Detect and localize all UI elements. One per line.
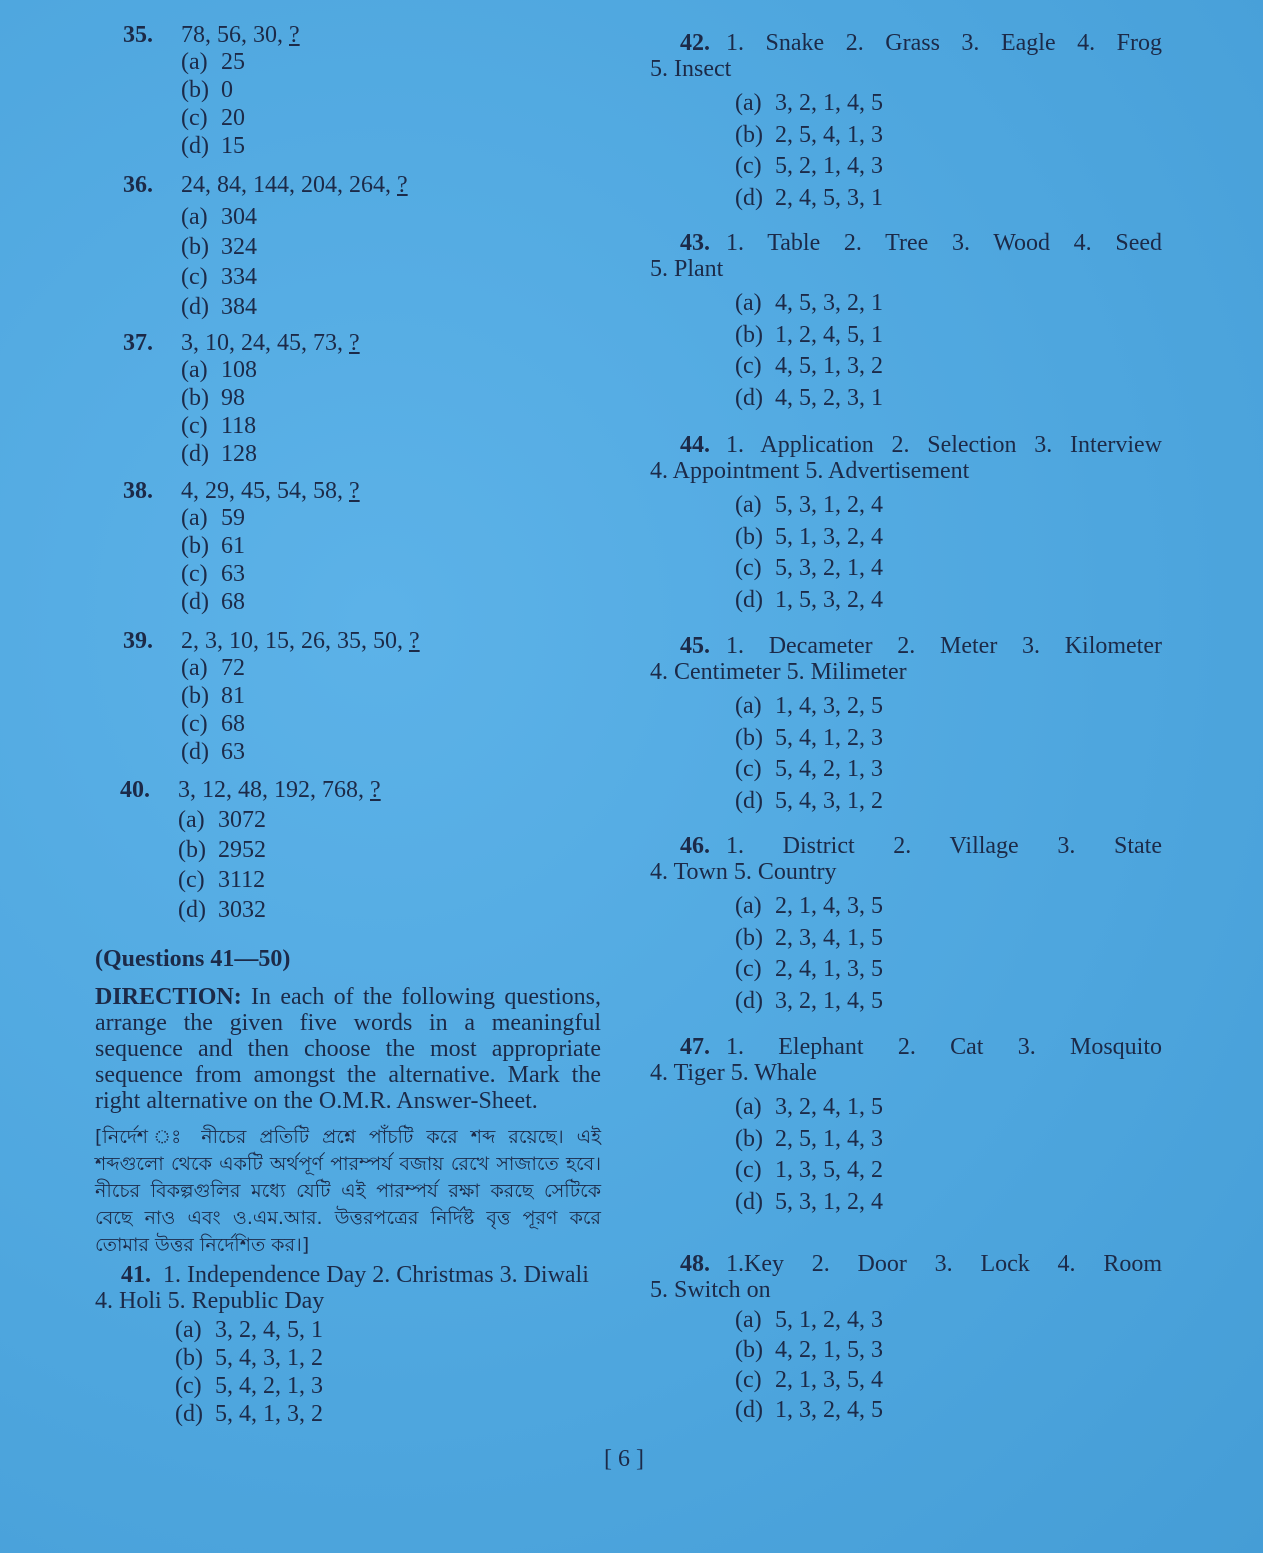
- option-d[interactable]: (d) 2, 4, 5, 3, 1: [735, 184, 883, 211]
- question-number: 35.: [123, 22, 153, 48]
- question-37: [123, 330, 360, 468]
- question-41: [95, 1262, 601, 1428]
- option-c[interactable]: (c) 2, 1, 3, 5, 4: [735, 1367, 883, 1393]
- bengali-direction: [নির্দেশ ঃ নীচের প্রতিটি প্রশ্নে পাঁচটি করে শব্দ রয়েছে। এই শব্দগুলো থেকে একটি অর্থপূর্ণ পারম্পর্য বজায় রেখে সাজাতে হবে। নীচের বিকল্পগুলির মধ্যে যেটি এই পারম্পর্য রক্ষা করছে সেটিকে বেছে নাও এবং ও.এম.আর. উত্তরপত্রের নির্দিষ্ট বৃত্ত পূরণ করে তোমার উত্তর নির্দেশিত কর।]: [95, 1126, 601, 1256]
- question-words-line2: 4. Holi 5. Republic Day: [95, 1288, 325, 1314]
- question-words-line1: 1. Elephant 2. Cat 3. Mosquito: [726, 1034, 1162, 1060]
- option-c[interactable]: (c) 1, 3, 5, 4, 2: [735, 1157, 883, 1183]
- question-words-line2: 4. Appointment 5. Advertisement: [650, 458, 970, 484]
- option-c[interactable]: (c) 118: [181, 413, 257, 439]
- question-words-line1: 1. Table 2. Tree 3. Wood 4. Seed: [726, 230, 1162, 256]
- option-b[interactable]: (b) 5, 4, 3, 1, 2: [175, 1345, 323, 1371]
- question-47: [650, 1034, 1162, 1218]
- question-words-line1: 1. Independence Day 2. Christmas 3. Diwali: [163, 1262, 589, 1288]
- option-d[interactable]: (d) 5, 4, 1, 3, 2: [175, 1401, 323, 1427]
- option-a[interactable]: (a) 5, 1, 2, 4, 3: [735, 1307, 883, 1333]
- question-words-line1: 1. Application 2. Selection 3. Interview: [726, 432, 1162, 458]
- option-b[interactable]: (b) 4, 2, 1, 5, 3: [735, 1337, 883, 1363]
- blank-marker: ?: [349, 330, 360, 356]
- option-a[interactable]: (a) 5, 3, 1, 2, 4: [735, 492, 883, 518]
- blank-marker: ?: [289, 22, 300, 48]
- question-number: 38.: [123, 478, 153, 504]
- question-number: 47.: [680, 1034, 710, 1060]
- option-b[interactable]: (b) 81: [181, 683, 245, 709]
- option-d[interactable]: (d) 3032: [178, 897, 266, 923]
- option-d[interactable]: (d) 1, 3, 2, 4, 5: [735, 1397, 883, 1423]
- question-number: 37.: [123, 330, 153, 356]
- option-c[interactable]: (c) 3112: [178, 867, 266, 893]
- option-d[interactable]: (d) 128: [181, 441, 257, 467]
- option-d[interactable]: (d) 63: [181, 739, 245, 765]
- question-words-line2: 4. Tiger 5. Whale: [650, 1060, 817, 1086]
- question-48: [650, 1251, 1162, 1425]
- option-d[interactable]: (d) 1, 5, 3, 2, 4: [735, 586, 883, 613]
- option-a[interactable]: (a) 108: [181, 357, 257, 383]
- question-number: 43.: [680, 230, 710, 256]
- number-series: 3, 10, 24, 45, 73,: [181, 330, 343, 356]
- option-b[interactable]: (b) 2952: [178, 837, 266, 863]
- option-d[interactable]: (d) 15: [181, 133, 245, 159]
- option-b[interactable]: (b) 2, 3, 4, 1, 5: [735, 924, 883, 951]
- option-a[interactable]: (a) 1, 4, 3, 2, 5: [735, 693, 883, 719]
- number-series: 24, 84, 144, 204, 264,: [181, 172, 391, 198]
- number-series: 4, 29, 45, 54, 58,: [181, 478, 343, 504]
- option-a[interactable]: (a) 2, 1, 4, 3, 5: [735, 893, 883, 919]
- direction-label: DIRECTION:: [95, 984, 242, 1010]
- question-43: [650, 230, 1162, 414]
- option-b[interactable]: (b) 1, 2, 4, 5, 1: [735, 321, 883, 348]
- question-words-line2: 4. Centimeter 5. Milimeter: [650, 659, 907, 685]
- option-b[interactable]: (b) 2, 5, 4, 1, 3: [735, 121, 883, 148]
- option-c[interactable]: (c) 68: [181, 711, 245, 737]
- option-a[interactable]: (a) 3, 2, 4, 5, 1: [175, 1317, 323, 1343]
- option-a[interactable]: (a) 3, 2, 1, 4, 5: [735, 90, 883, 116]
- question-number: 48.: [680, 1251, 710, 1277]
- question-number: 39.: [123, 628, 153, 654]
- option-c[interactable]: (c) 4, 5, 1, 3, 2: [735, 353, 883, 379]
- question-words-line2: 5. Insect: [650, 56, 732, 82]
- question-words-line2: 4. Town 5. Country: [650, 859, 837, 885]
- option-c[interactable]: (c) 2, 4, 1, 3, 5: [735, 956, 883, 982]
- option-c[interactable]: (c) 63: [181, 561, 245, 587]
- option-d[interactable]: (d) 5, 3, 1, 2, 4: [735, 1188, 883, 1215]
- question-39: [123, 628, 420, 766]
- option-c[interactable]: (c) 20: [181, 105, 245, 131]
- question-40: [120, 777, 381, 925]
- option-d[interactable]: (d) 68: [181, 589, 245, 615]
- number-series: 78, 56, 30,: [181, 22, 283, 48]
- question-number: 45.: [680, 633, 710, 659]
- option-d[interactable]: (d) 384: [181, 294, 257, 320]
- question-words-line2: 5. Switch on: [650, 1277, 771, 1303]
- option-d[interactable]: (d) 3, 2, 1, 4, 5: [735, 987, 883, 1014]
- option-c[interactable]: (c) 334: [181, 264, 257, 290]
- question-words-line1: 1.Key 2. Door 3. Lock 4. Room: [726, 1251, 1162, 1277]
- option-b[interactable]: (b) 0: [181, 77, 233, 103]
- option-a[interactable]: (a) 304: [181, 204, 257, 230]
- option-b[interactable]: (b) 5, 1, 3, 2, 4: [735, 523, 883, 550]
- option-a[interactable]: (a) 59: [181, 505, 245, 531]
- question-number: 42.: [680, 30, 710, 56]
- section-title: (Questions 41—50): [95, 946, 291, 972]
- question-35: [123, 22, 300, 160]
- option-a[interactable]: (a) 25: [181, 49, 245, 75]
- option-a[interactable]: (a) 3072: [178, 807, 266, 833]
- question-38: [123, 478, 360, 616]
- question-number: 40.: [120, 777, 150, 803]
- question-42: [650, 30, 1162, 214]
- blank-marker: ?: [397, 172, 408, 198]
- option-b[interactable]: (b) 2, 5, 1, 4, 3: [735, 1125, 883, 1152]
- question-44: [650, 432, 1162, 616]
- option-c[interactable]: (c) 5, 4, 2, 1, 3: [175, 1373, 323, 1399]
- page-number: [ 6 ]: [604, 1446, 644, 1472]
- option-a[interactable]: (a) 4, 5, 3, 2, 1: [735, 290, 883, 316]
- blank-marker: ?: [349, 478, 360, 504]
- option-b[interactable]: (b) 98: [181, 385, 245, 411]
- option-b[interactable]: (b) 61: [181, 533, 245, 559]
- question-words-line1: 1. Snake 2. Grass 3. Eagle 4. Frog: [726, 30, 1162, 56]
- question-36: [123, 172, 408, 322]
- question-words-line1: 1. District 2. Village 3. State: [726, 833, 1162, 859]
- option-a[interactable]: (a) 3, 2, 4, 1, 5: [735, 1094, 883, 1120]
- question-number: 41.: [121, 1262, 151, 1288]
- option-c[interactable]: (c) 5, 4, 2, 1, 3: [735, 756, 883, 782]
- option-d[interactable]: (d) 5, 4, 3, 1, 2: [735, 787, 883, 814]
- number-series: 2, 3, 10, 15, 26, 35, 50,: [181, 628, 403, 654]
- question-number: 36.: [123, 172, 153, 198]
- option-a[interactable]: (a) 72: [181, 655, 245, 681]
- option-c[interactable]: (c) 5, 3, 2, 1, 4: [735, 555, 883, 581]
- direction-text: DIRECTION: In each of the following questions, arrange the given five words in a meaningful sequence and then choose the most appropriate sequence from amongst the alternative. Mark the right alternative on the O.M.R. Answer-Sheet.: [95, 984, 601, 1114]
- option-b[interactable]: (b) 5, 4, 1, 2, 3: [735, 724, 883, 751]
- blank-marker: ?: [370, 777, 381, 803]
- option-b[interactable]: (b) 324: [181, 234, 257, 260]
- question-number: 46.: [680, 833, 710, 859]
- question-number: 44.: [680, 432, 710, 458]
- option-c[interactable]: (c) 5, 2, 1, 4, 3: [735, 153, 883, 179]
- question-46: [650, 833, 1162, 1017]
- question-words-line1: 1. Decameter 2. Meter 3. Kilometer: [726, 633, 1162, 659]
- blank-marker: ?: [409, 628, 420, 654]
- option-d[interactable]: (d) 4, 5, 2, 3, 1: [735, 384, 883, 411]
- question-words-line2: 5. Plant: [650, 256, 724, 282]
- question-45: [650, 633, 1162, 817]
- number-series: 3, 12, 48, 192, 768,: [178, 777, 364, 803]
